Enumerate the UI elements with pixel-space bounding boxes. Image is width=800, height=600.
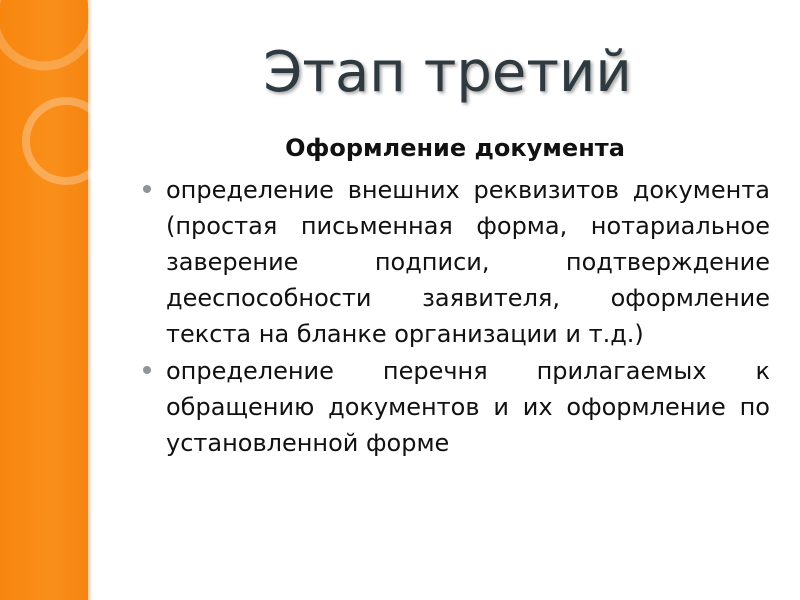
decorative-circles xyxy=(0,0,92,600)
bullet-text: определение внешних реквизитов документа (простая письменная форма, нотариальное заверение подписи, подтверждение дееспособности заявителя, оформление текста на бланке организации и т.д.) xyxy=(166,176,770,348)
bullet-text: определение перечня прилагаемых к обращению документов и их оформление по установленной форме xyxy=(166,357,770,457)
bullet-item xyxy=(140,172,770,352)
decorative-circle-small xyxy=(26,101,92,181)
bullet-item xyxy=(140,353,770,461)
slide-subtitle: Оформление документа xyxy=(285,134,625,162)
bullet-dot-icon xyxy=(143,366,151,374)
decorative-circle-large xyxy=(0,0,92,66)
bullet-dot-icon xyxy=(143,185,151,193)
slide-title: Этап третий xyxy=(263,40,632,105)
bullet-list xyxy=(140,172,770,462)
